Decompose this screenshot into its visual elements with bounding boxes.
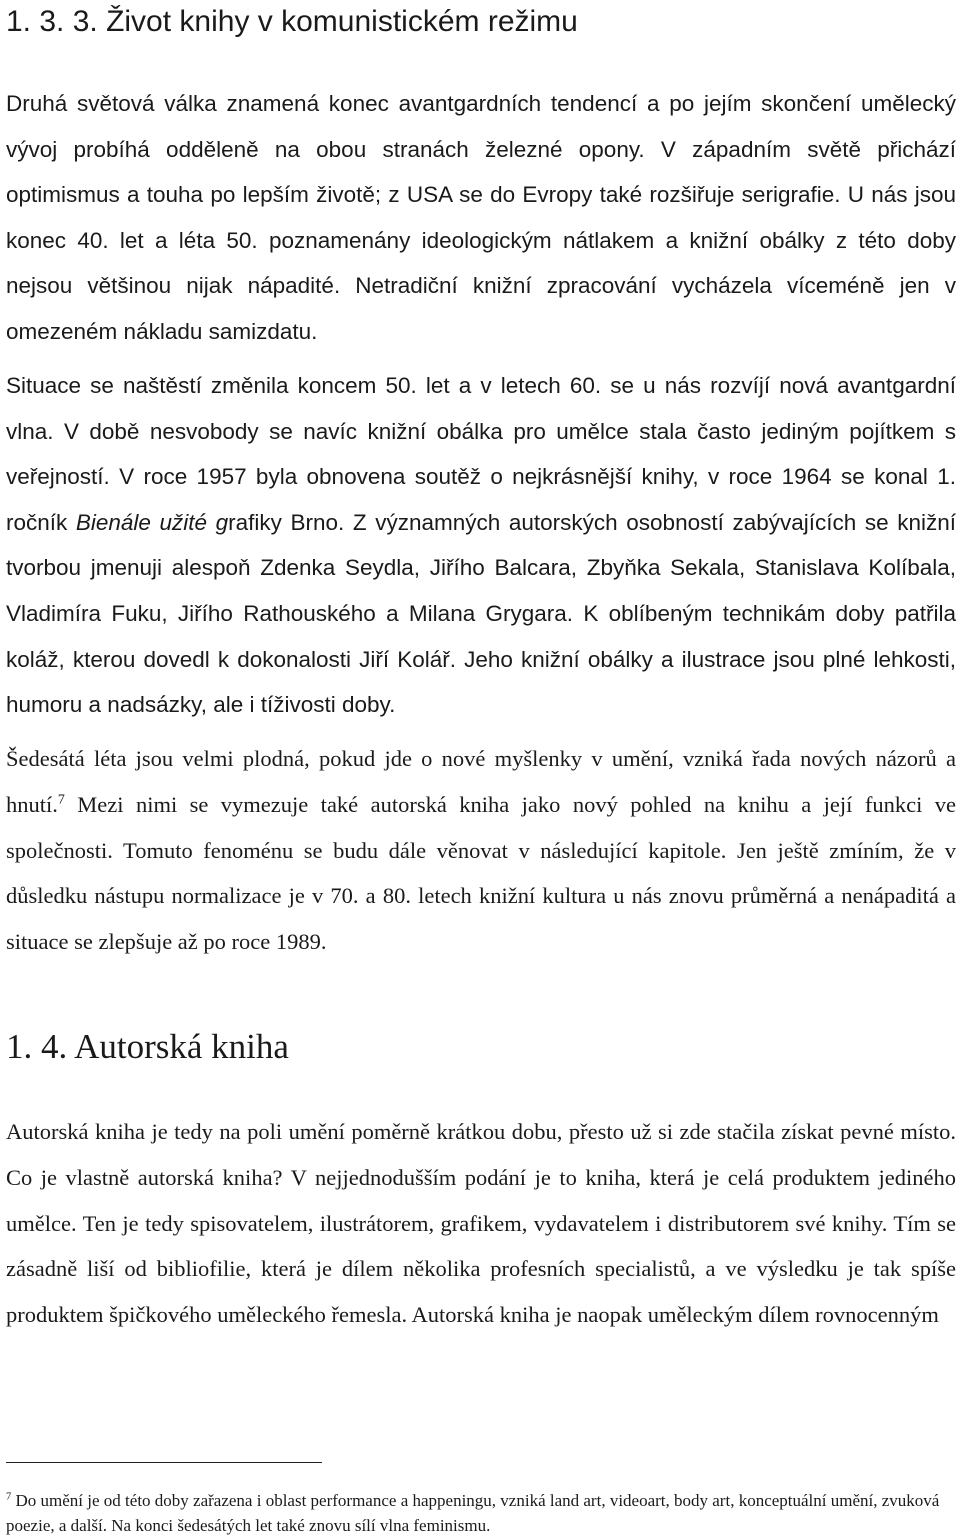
- subsection-heading: 1. 4. Autorská kniha: [6, 1027, 289, 1066]
- paragraph-normalization-text-rest: Mezi nimi se vymezuje také autorská kniha jako nový pohled na knihu a její funkci ve společnosti. Tomuto fenoménu se budu dále věnovat v následující kapitole. Jen ještě zmíním, že v důsledku nástupu normalizace je v 70. a 80. letech knižní kultura u nás znovu průměrná a nenápaditá a situace se zlepšuje až po roce 1989.: [6, 791, 956, 955]
- footnote: [6, 1488, 956, 1538]
- footnote-divider: [6, 1462, 322, 1463]
- paragraph-artist-book: Autorská kniha je tedy na poli umění poměrně krátkou dobu, přesto už si zde stačila získat pevné místo. Co je vlastně autorská kniha? V nejjednodušším podání je to kniha, která je celá produktem jediného umělce. Ten je tedy spisovatelem, ilustrátorem, grafikem, vydavatelem i distributorem své knihy. Tím se zásadně liší od bibliofilie, která je dílem několika profesních specialistů, a ve výsledku je tak spíše produktem špičkového uměleckého řemesla. Autorská kniha je naopak uměleckým dílem rovnocenným: [6, 1119, 956, 1328]
- footnote-text: Do umění je od této doby zařazena i oblast performance a happeningu, vzniká land art, videoart, body art, konceptuální umění, zvuková poezie, a další. Na konci šedesátých let také znovu sílí vlna feminismu.: [6, 1491, 940, 1535]
- paragraph-normalization: [6, 736, 956, 965]
- biennale-title: Bienále užité g: [75, 509, 229, 535]
- section-heading: 1. 3. 3. Život knihy v komunistickém režimu: [6, 5, 578, 38]
- paragraph-postwar: Druhá světová válka znamená konec avantgardních tendencí a po jejím skončení umělecký vývoj probíhá odděleně na obou stranách železné opony. V západním světě přichází optimismus a touha po lepším životě; z USA se do Evropy také rozšiřuje serigrafie. U nás jsou konec 40. let a léta 50. poznamenány ideologickým nátlakem a knižní obálky z této doby nejsou většinou nijak nápadité. Netradiční knižní zpracování vycházela víceméně jen v omezeném nákladu samizdatu.: [6, 91, 956, 344]
- footnote-reference[interactable]: 7: [57, 792, 65, 808]
- paragraph-sixties: [6, 363, 956, 728]
- footnote-number: 7: [6, 1491, 12, 1503]
- paragraph-sixties-text: Situace se naštěstí změnila koncem 50. let a v letech 60. se u nás rozvíjí nová avantgardní vlna. V době nesvobody se navíc knižní obálka pro umělce stala často jediným pojítkem s veřejností. V roce 1957 byla obnovena soutěž o nejkrásnější knihy, v roce 1964 se konal 1. ročník: [6, 373, 956, 535]
- paragraph-normalization-text: Šedesátá léta jsou velmi plodná, pokud jde o nové myšlenky v umění, vzniká řada nových názorů a hnutí.: [6, 746, 956, 817]
- paragraph-sixties-text-rest: rafiky Brno. Z významných autorských osobností zabývajících se knižní tvorbou jmenuji alespoň Zdenka Seydla, Jiřího Balcara, Zbyňka Sekala, Stanislava Kolíbala, Vladimíra Fuku, Jiřího Rathouského a Milana Grygara. K oblíbeným technikám doby patřila koláž, kterou dovedl k dokonalosti Jiří Kolář. Jeho knižní obálky a ilustrace jsou plné lehkosti, humoru a nadsázky, ale i tíživosti doby.: [6, 509, 956, 718]
